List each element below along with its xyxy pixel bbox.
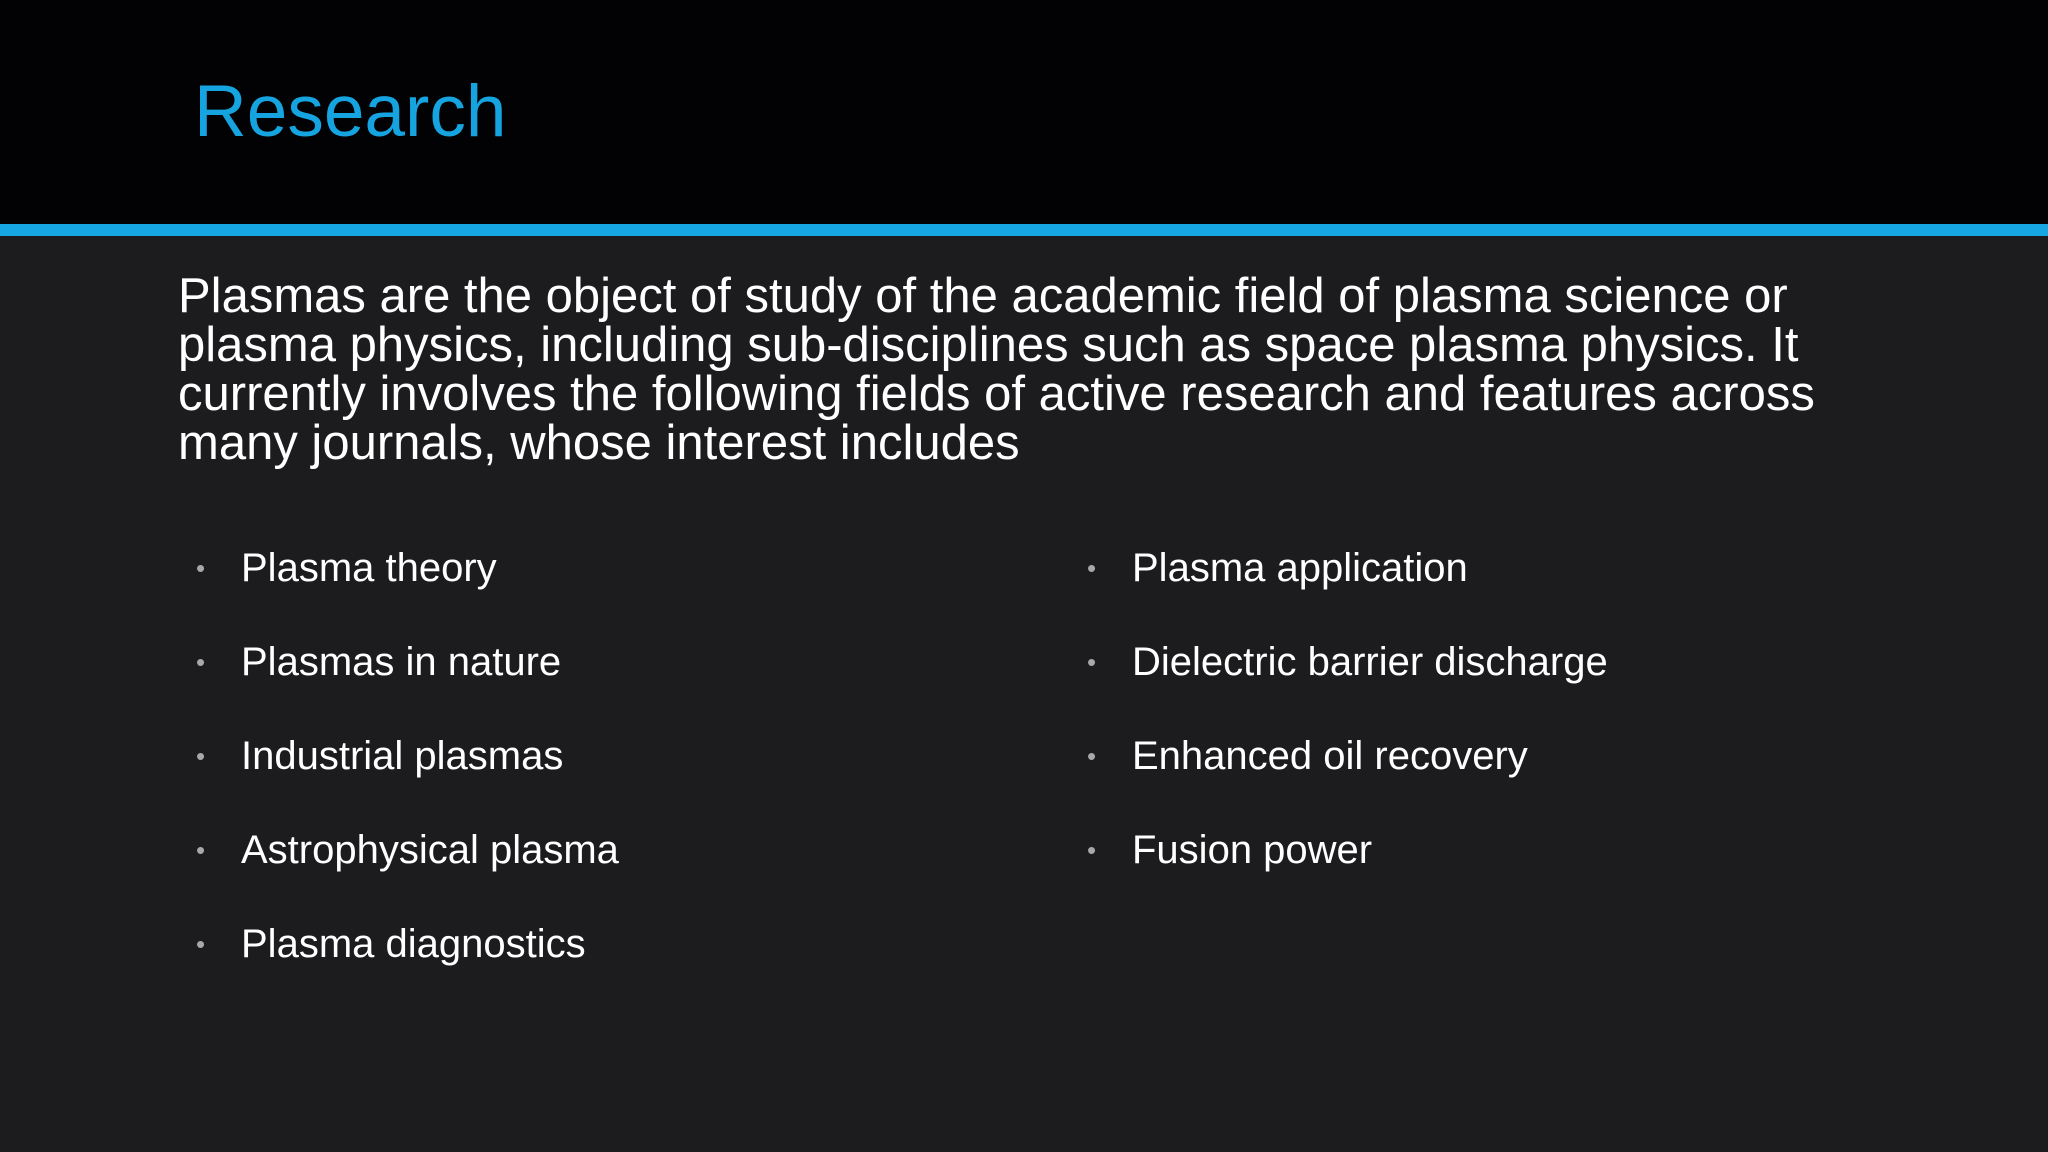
right-bullet-list	[1087, 540, 1608, 916]
list-item	[1087, 540, 1608, 634]
list-item-text: Dielectric barrier discharge	[1132, 640, 1608, 684]
list-item-text: Plasma diagnostics	[241, 922, 586, 966]
list-item-text: Plasmas in nature	[241, 640, 562, 684]
bullet-icon: •	[1087, 741, 1097, 771]
intro-paragraph: Plasmas are the object of study of the academic field of plasma science or plasma physics, including sub-disciplines such as space plasma physics. It currently involves the following fields of active research and features across many journals, whose interest includes	[178, 269, 1815, 470]
left-bullet-list	[196, 540, 619, 1010]
list-item	[1087, 728, 1608, 822]
list-item	[196, 634, 619, 728]
list-item	[196, 728, 619, 822]
bullet-icon: •	[196, 647, 206, 677]
bullet-icon: •	[196, 835, 206, 865]
bullet-icon: •	[196, 929, 206, 959]
list-item-text: Plasma application	[1132, 546, 1468, 590]
slide-header	[0, 0, 2048, 224]
list-item-text: Plasma theory	[241, 546, 497, 590]
bullet-icon: •	[196, 553, 206, 583]
accent-bar	[0, 224, 2048, 236]
bullet-icon: •	[1087, 553, 1097, 583]
bullet-icon: •	[1087, 835, 1097, 865]
list-item-text: Enhanced oil recovery	[1132, 734, 1528, 778]
list-item	[1087, 822, 1608, 916]
slide-title: Research	[194, 71, 507, 152]
list-item	[196, 822, 619, 916]
bullet-icon: •	[196, 741, 206, 771]
list-item-text: Fusion power	[1132, 828, 1373, 872]
bullet-icon: •	[1087, 647, 1097, 677]
list-item-text: Industrial plasmas	[241, 734, 564, 778]
list-item	[196, 540, 619, 634]
list-item	[1087, 634, 1608, 728]
list-item-text: Astrophysical plasma	[241, 828, 619, 872]
list-item	[196, 916, 619, 1010]
